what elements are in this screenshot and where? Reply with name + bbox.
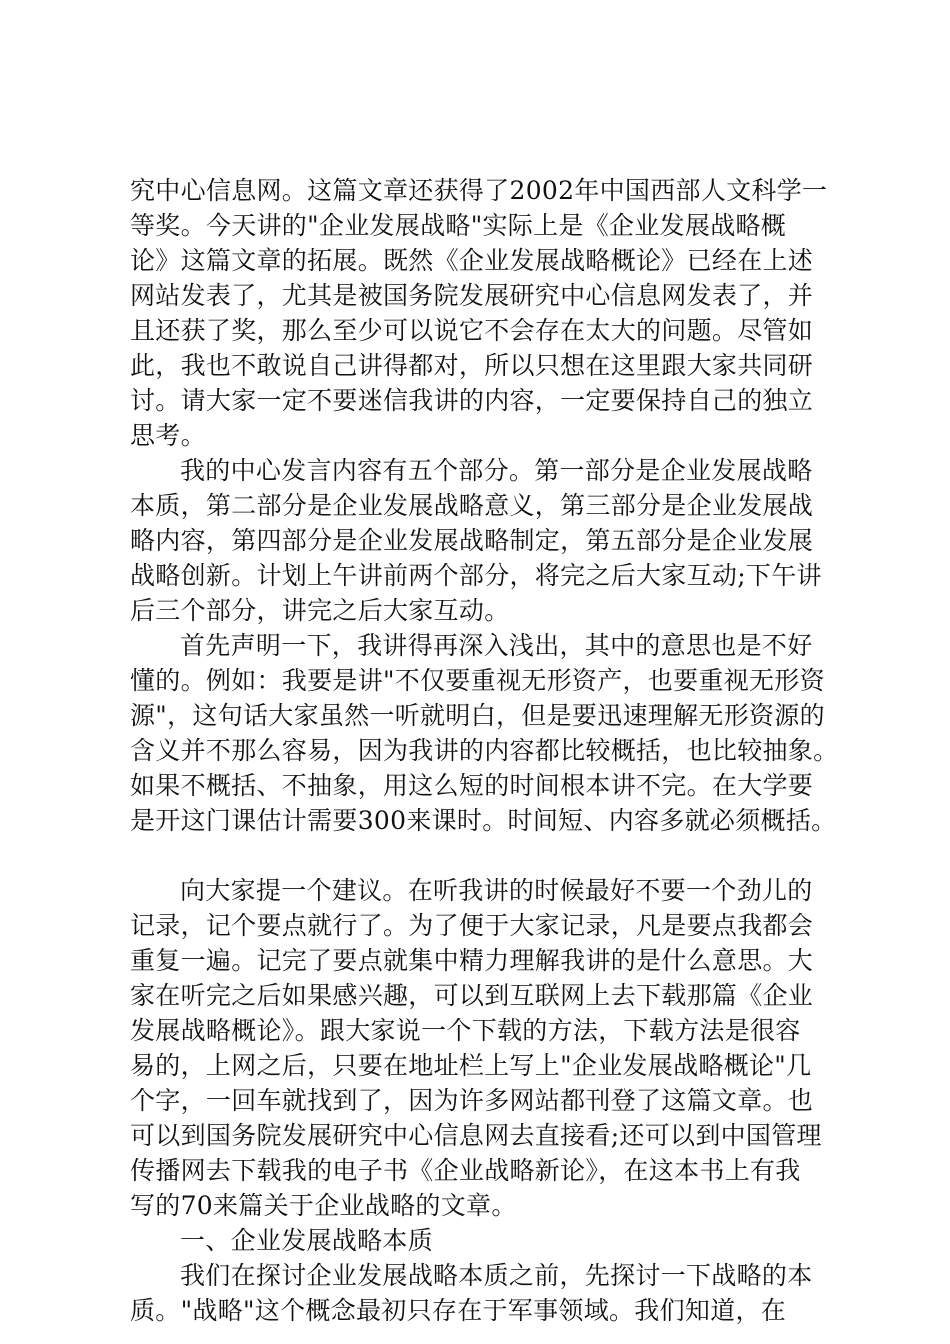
text-line: 可以到国务院发展研究中心信息网去直接看;还可以到中国管理	[130, 1121, 822, 1150]
text-line: 论》这篇文章的拓展。既然《企业发展战略概论》已经在上述	[130, 246, 814, 275]
text-line: 是开这门课估计需要300来课时。时间短、内容多就必须概括。	[130, 806, 837, 835]
paragraph-start-line: 我们在探讨企业发展战略本质之前，先探讨一下战略的本	[180, 1261, 813, 1290]
paragraph-start-line: 首先声明一下，我讲得再深入浅出，其中的意思也是不好	[180, 631, 813, 660]
text-line: 略内容，第四部分是企业发展战略制定，第五部分是企业发展	[130, 526, 814, 555]
text-line: 质。"战略"这个概念最初只存在于军事领域。我们知道，在	[130, 1296, 787, 1325]
text-line: 传播网去下载我的电子书《企业战略新论》，在这本书上有我	[130, 1156, 801, 1185]
text-line: 记录，记个要点就行了。为了便于大家记录，凡是要点我都会	[130, 911, 814, 940]
paragraph-start-line: 我的中心发言内容有五个部分。第一部分是企业发展战略	[180, 456, 813, 485]
text-line: 发展战略概论》。跟大家说一个下载的方法，下载方法是很容	[130, 1016, 801, 1045]
text-line: 此，我也不敢说自己讲得都对，所以只想在这里跟大家共同研	[130, 351, 814, 380]
text-line: 重复一遍。记完了要点就集中精力理解我讲的是什么意思。大	[130, 946, 814, 975]
text-line: 含义并不那么容易，因为我讲的内容都比较概括，也比较抽象。	[130, 736, 839, 765]
section-heading: 一、企业发展战略本质	[180, 1226, 434, 1255]
text-line: 讨。请大家一定不要迷信我讲的内容，一定要保持自己的独立	[130, 386, 814, 415]
text-line: 写的70来篇关于企业战略的文章。	[130, 1191, 517, 1220]
text-line: 后三个部分，讲完之后大家互动。	[130, 596, 510, 625]
text-line: 且还获了奖，那么至少可以说它不会存在太大的问题。尽管如	[130, 316, 814, 345]
text-line: 个字，一回车就找到了，因为许多网站都刊登了这篇文章。也	[130, 1086, 814, 1115]
text-line: 易的，上网之后，只要在地址栏上写上"企业发展战略概论"几	[130, 1051, 812, 1080]
text-line: 家在听完之后如果感兴趣，可以到互联网上去下载那篇《企业	[130, 981, 814, 1010]
text-line: 究中心信息网。这篇文章还获得了2002年中国西部人文科学一	[130, 176, 828, 205]
text-line: 网站发表了，尤其是被国务院发展研究中心信息网发表了，并	[130, 281, 814, 310]
text-line: 等奖。今天讲的"企业发展战略"实际上是《企业发展战略概	[130, 211, 787, 240]
paragraph-start-line: 向大家提一个建议。在听我讲的时候最好不要一个劲儿的	[180, 876, 813, 905]
text-line: 思考。	[130, 421, 206, 450]
text-line: 源"，这句话大家虽然一听就明白，但是要迅速理解无形资源的	[130, 701, 825, 730]
text-line: 如果不概括、不抽象，用这么短的时间根本讲不完。在大学要	[130, 771, 814, 800]
text-line: 战略创新。计划上午讲前两个部分，将完之后大家互动;下午讲	[130, 561, 822, 590]
text-line: 本质，第二部分是企业发展战略意义，第三部分是企业发展战	[130, 491, 814, 520]
text-line: 懂的。例如：我要是讲"不仅要重视无形资产，也要重视无形资	[130, 666, 825, 695]
